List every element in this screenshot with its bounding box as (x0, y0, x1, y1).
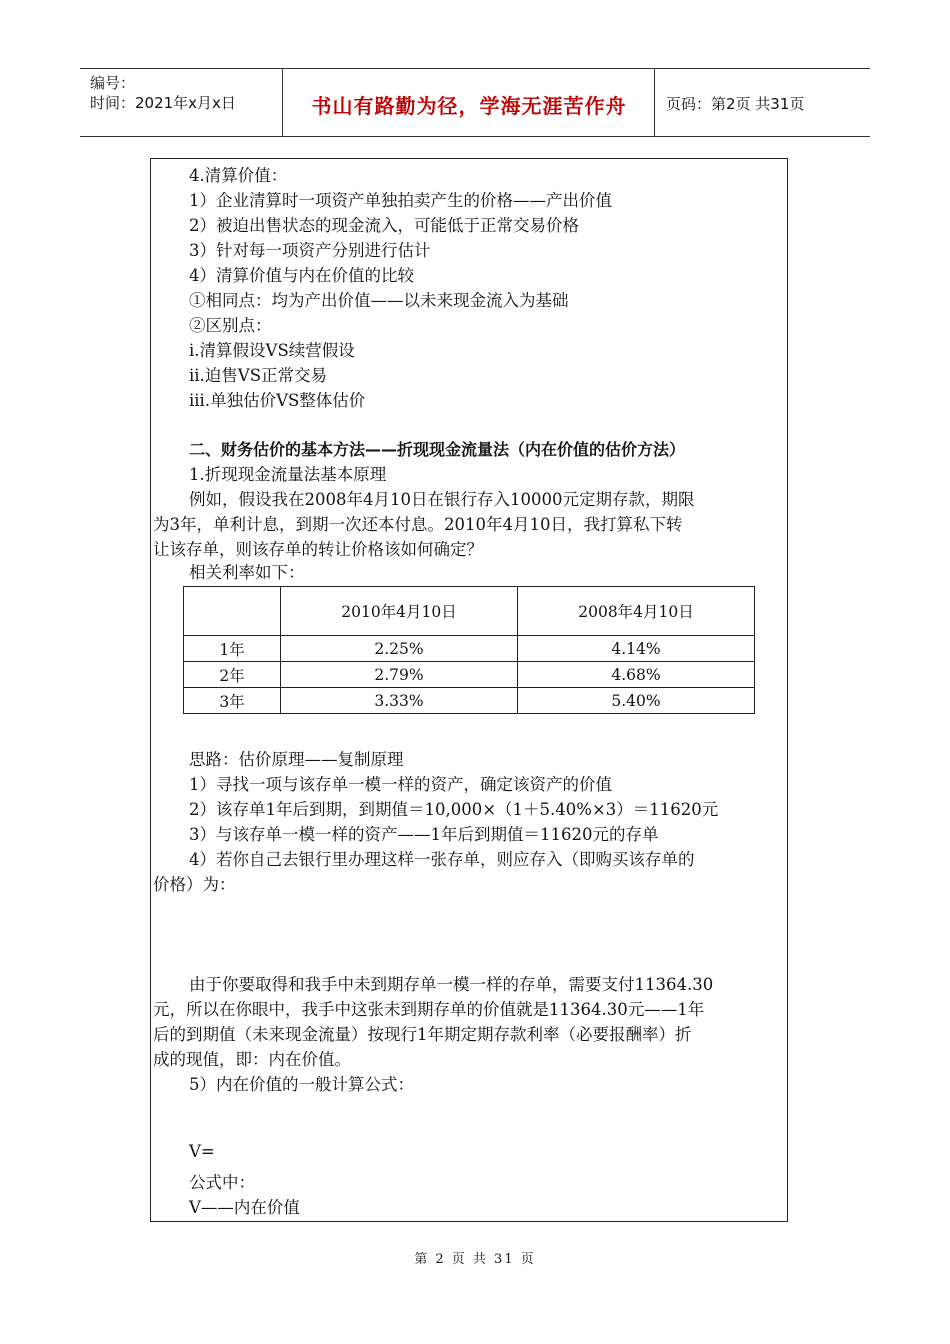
text-line: V——内在价值 (189, 1198, 300, 1217)
formula-label: V= (189, 1142, 215, 1161)
text-line: 元，所以在你眼中，我手中这张未到期存单的价值就是11364.30元——1年 (153, 1000, 705, 1019)
text-line: 1）企业清算时一项资产单独拍卖产生的价格——产出价值 (189, 191, 612, 210)
table-cell: 1年 (184, 636, 281, 662)
header-top-rule (80, 68, 870, 69)
text-line: 例如，假设我在2008年4月10日在银行存入10000元定期存款，期限 (189, 490, 695, 509)
text-line: 后的到期值（未来现金流量）按现行1年期定期存款利率（必要报酬率）折 (153, 1025, 692, 1044)
table-cell: 3年 (184, 688, 281, 714)
table-cell: 2年 (184, 662, 281, 688)
text-line: 思路：估价原理——复制原理 (189, 750, 404, 769)
text-line: 为3年，单利计息，到期一次还本付息。2010年4月10日，我打算私下转 (153, 515, 683, 534)
table-cell: 5.40% (518, 688, 755, 714)
text-line: 价格）为： (153, 875, 236, 894)
table-cell: 4.14% (518, 636, 755, 662)
table-header-row (184, 587, 755, 636)
text-line: i.清算假设VS续营假设 (189, 341, 355, 360)
text-line: iii.单独估价VS整体估价 (189, 391, 366, 410)
text-line: ①相同点：均为产出价值——以未来现金流入为基础 (189, 291, 569, 310)
content-box (150, 158, 788, 1222)
header-divider (282, 68, 283, 136)
time-label: 时间：2021年x月x日 (90, 94, 236, 112)
text-line: 3）与该存单一模一样的资产——1年后到期值＝11620元的存单 (189, 825, 659, 844)
text-line: 2）被迫出售状态的现金流入，可能低于正常交易价格 (189, 216, 579, 235)
text-line: 成的现值，即：内在价值。 (153, 1050, 351, 1069)
text-line: 4）清算价值与内在价值的比较 (189, 266, 414, 285)
text-line: 1）寻找一项与该存单一模一样的资产，确定该资产的价值 (189, 775, 612, 794)
text-line: 让该存单，则该存单的转让价格该如何确定？ (153, 540, 483, 559)
header-motto: 书山有路勤为径，学海无涯苦作舟 (311, 94, 627, 118)
text-line: 1.折现现金流量法基本原理 (189, 465, 387, 484)
text-line: ii.迫售VS正常交易 (189, 366, 328, 385)
table-row (184, 662, 755, 688)
header-meta (90, 73, 236, 113)
table-row (184, 688, 755, 714)
header-divider (654, 68, 655, 136)
header-page-info: 页码：第2页 共31页 (666, 95, 805, 113)
code-label: 编号： (90, 74, 136, 92)
table-cell: 2.25% (281, 636, 518, 662)
table-header-cell (184, 587, 281, 636)
rate-table (183, 586, 755, 714)
text-line: 2）该存单1年后到期，到期值＝10,000×（1＋5.40%×3）＝11620元 (189, 800, 719, 819)
text-line: 相关利率如下： (189, 563, 305, 582)
table-cell: 4.68% (518, 662, 755, 688)
text-line: 4.清算价值： (189, 166, 288, 185)
text-line: ②区别点： (189, 316, 272, 335)
page-footer: 第 2 页 共 31 页 (414, 1252, 536, 1267)
text-line: 公式中： (189, 1173, 255, 1192)
section-title: 二、财务估价的基本方法——折现现金流量法（内在价值的估价方法） (189, 440, 686, 459)
table-header-cell: 2010年4月10日 (281, 587, 518, 636)
table-cell: 3.33% (281, 688, 518, 714)
text-line: 由于你要取得和我手中未到期存单一模一样的存单，需要支付11364.30 (189, 975, 714, 994)
header-bottom-rule (80, 136, 870, 137)
text-line: 4）若你自己去银行里办理这样一张存单，则应存入（即购买该存单的 (189, 850, 695, 869)
table-header-cell: 2008年4月10日 (518, 587, 755, 636)
table-row (184, 636, 755, 662)
table-cell: 2.79% (281, 662, 518, 688)
text-line: 5）内在价值的一般计算公式： (189, 1075, 414, 1094)
text-line: 3）针对每一项资产分别进行估计 (189, 241, 431, 260)
